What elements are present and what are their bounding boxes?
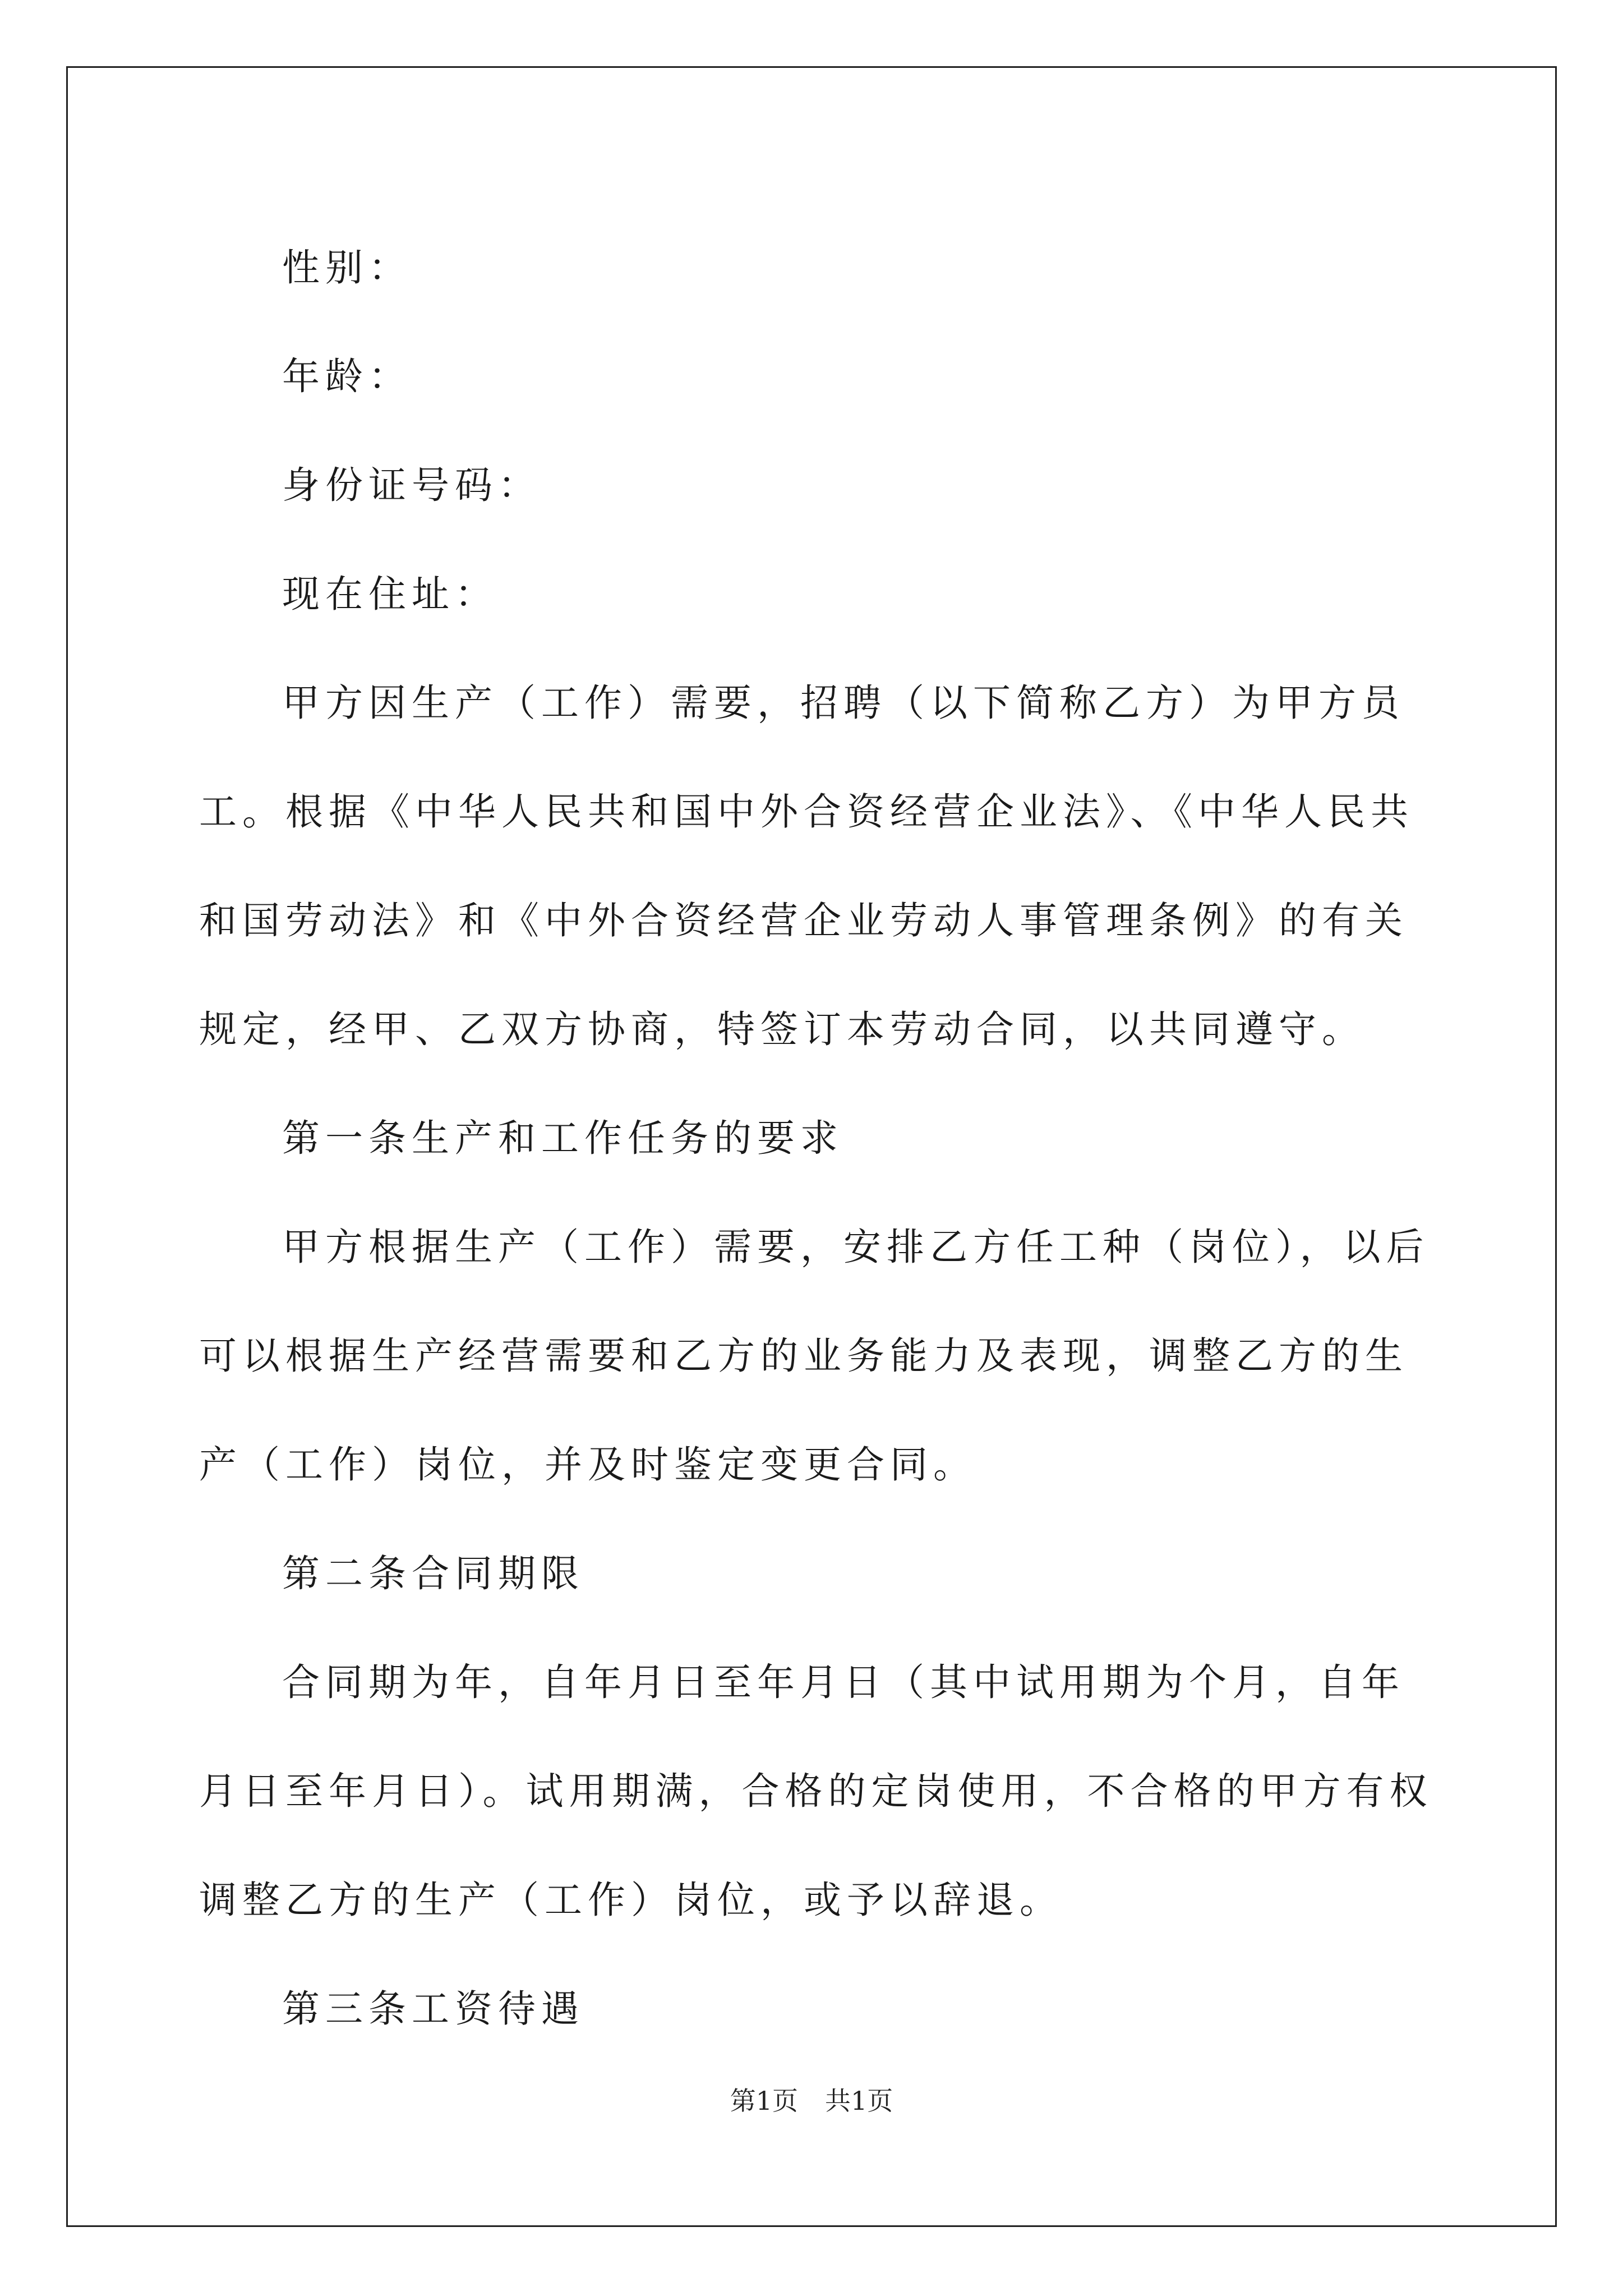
field-gender: 性别：	[282, 246, 412, 289]
article-1-heading: 第一条生产和工作任务的要求	[282, 1116, 843, 1160]
preamble-paragraph: 甲方因生产（工作）需要，招聘（以下简称乙方）为甲方员工。根据《中华人民共和国中外合资经营企业法》、《中华人民共和国劳动法》和《中外合资经营企业劳动人事管理条例》的有关规定，经甲、乙双方协商，特签订本劳动合同，以共同遵守。	[199, 681, 1414, 1051]
article-2-heading: 第二条合同期限	[282, 1552, 584, 1595]
article-2-body: 合同期为年，自年月日至年月日（其中试用期为个月，自年月日至年月日）。试用期满，合格的定岗使用，不合格的甲方有权调整乙方的生产（工作）岗位，或予以辞退。	[199, 1660, 1433, 1922]
article-3-heading: 第三条工资待遇	[282, 1987, 584, 2031]
field-age: 年龄：	[282, 355, 412, 398]
article-1-body: 甲方根据生产（工作）需要，安排乙方任工种（岗位），以后可以根据生产经营需要和乙方的业务能力及表现，调整乙方的生产（工作）岗位，并及时鉴定变更合同。	[199, 1225, 1430, 1487]
page-footer	[0, 2084, 1623, 2118]
page-number-current: 第1页	[730, 2086, 798, 2116]
field-id-number: 身份证号码：	[282, 463, 541, 507]
page-number-total: 共1页	[825, 2086, 893, 2116]
document-body	[199, 213, 1444, 2063]
field-address: 现在住址：	[282, 572, 498, 616]
